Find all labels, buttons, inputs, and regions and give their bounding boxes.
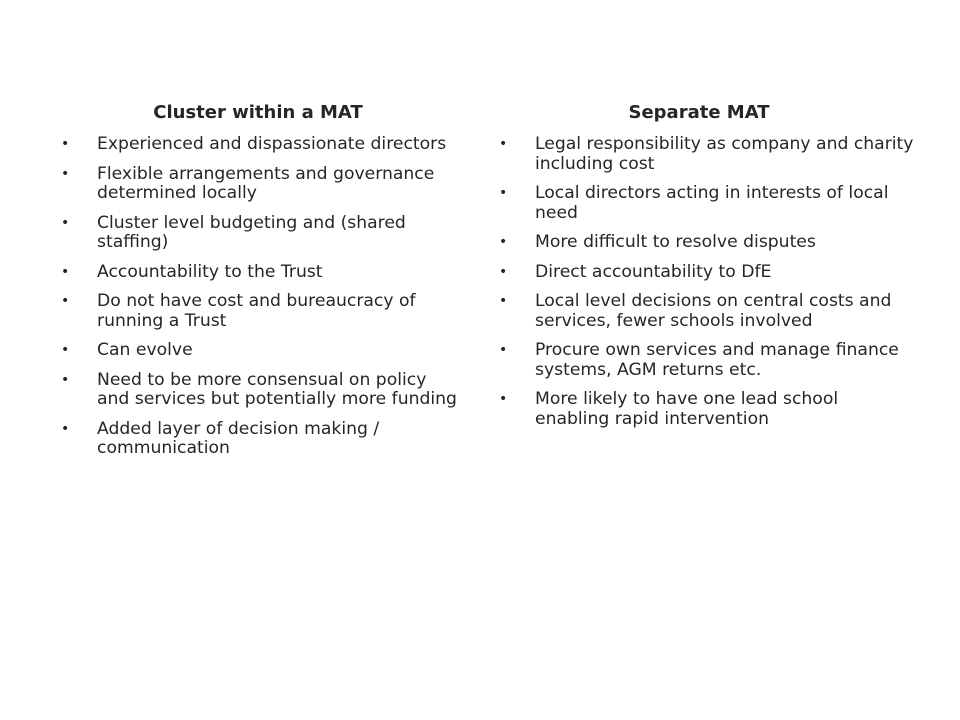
bullet-item	[58, 165, 460, 204]
bullet-item	[496, 390, 916, 429]
bullet-item	[58, 263, 460, 283]
bullet-text: Can evolve	[97, 340, 193, 360]
bullet-item	[496, 292, 916, 331]
bullet-text: Added layer of decision making / communication	[97, 418, 380, 458]
bullet-text: Procure own services and manage finance systems, AGM returns etc.	[535, 340, 899, 380]
bullet-item	[58, 341, 460, 361]
bullet-icon: •	[61, 293, 70, 309]
left-column	[58, 101, 460, 469]
right-bullet-list	[496, 135, 916, 429]
bullet-icon: •	[61, 214, 70, 231]
bullet-text: Experienced and dispassionate directors	[97, 134, 447, 154]
bullet-item	[58, 292, 460, 331]
bullet-item	[496, 135, 916, 174]
bullet-icon: •	[499, 263, 508, 280]
bullet-icon: •	[61, 342, 70, 358]
bullet-text: Local directors acting in interests of local need	[535, 183, 889, 223]
left-column-title: Cluster within a MAT	[153, 102, 363, 123]
bullet-icon: •	[61, 420, 70, 437]
left-bullet-list	[58, 135, 460, 459]
bullet-item	[58, 371, 460, 410]
bullet-text: Cluster level budgeting and (shared staffing)	[97, 212, 406, 252]
bullet-text: More difficult to resolve disputes	[535, 232, 816, 252]
bullet-icon: •	[499, 185, 508, 201]
bullet-icon: •	[61, 263, 70, 280]
bullet-item	[496, 341, 916, 380]
bullet-text: Accountability to the Trust	[97, 261, 323, 282]
bullet-icon: •	[61, 165, 70, 182]
right-column-title: Separate MAT	[628, 102, 770, 123]
bullet-item	[58, 420, 460, 459]
bullet-text: Local level decisions on central costs and services, fewer schools involved	[535, 291, 892, 331]
bullet-item	[496, 233, 916, 253]
bullet-icon: •	[61, 371, 70, 388]
bullet-item	[496, 184, 916, 223]
bullet-icon: •	[499, 136, 508, 152]
bullet-text: Flexible arrangements and governance determined locally	[97, 163, 435, 203]
bullet-text: More likely to have one lead school enabling rapid intervention	[535, 389, 839, 429]
bullet-icon: •	[499, 391, 508, 407]
bullet-icon: •	[499, 234, 508, 250]
bullet-text: Direct accountability to DfE	[535, 261, 772, 282]
bullet-text: Legal responsibility as company and charity including cost	[535, 134, 914, 174]
bullet-item	[496, 263, 916, 283]
bullet-item	[58, 135, 460, 155]
right-column	[496, 101, 916, 439]
bullet-item	[58, 214, 460, 253]
bullet-icon: •	[499, 342, 508, 358]
bullet-text: Do not have cost and bureaucracy of running a Trust	[97, 291, 416, 331]
bullet-text: Need to be more consensual on policy and services but potentially more funding	[97, 369, 457, 409]
bullet-icon: •	[61, 136, 70, 152]
bullet-icon: •	[499, 293, 508, 309]
